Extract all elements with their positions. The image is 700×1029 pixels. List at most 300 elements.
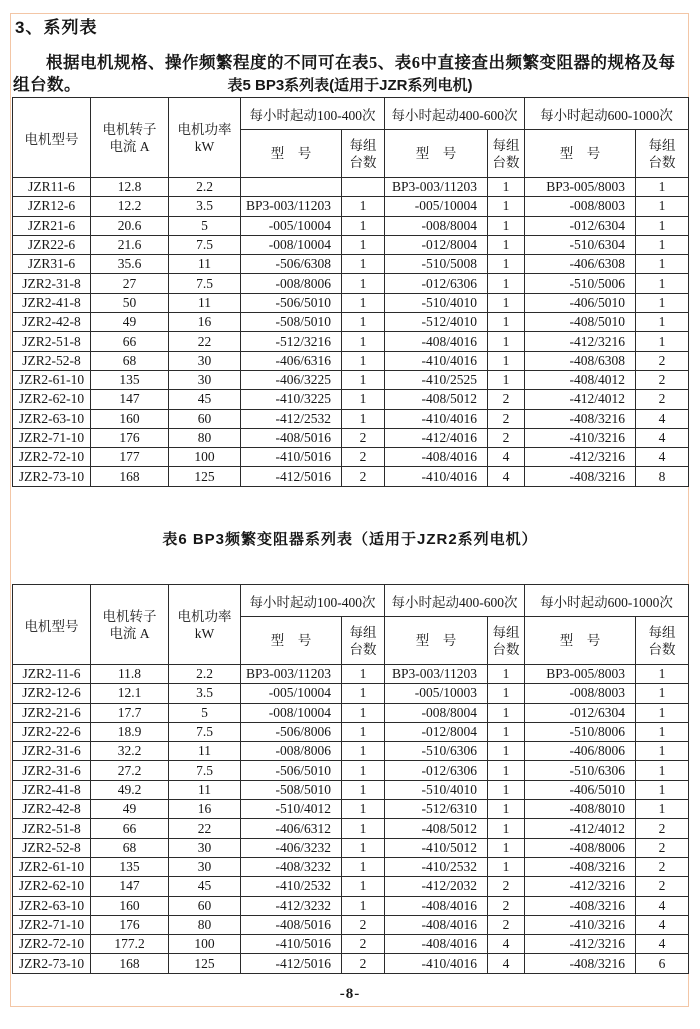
cell: 1: [488, 857, 525, 876]
table-row: [13, 857, 689, 876]
cell: -410/5012: [385, 838, 488, 857]
cell: 1: [488, 780, 525, 799]
cell: 1: [342, 665, 385, 684]
col-header-model-2: 型 号: [385, 617, 488, 665]
cell: -510/4012: [241, 800, 342, 819]
cell: -005/10003: [385, 684, 488, 703]
table-row: [13, 351, 689, 370]
cell: 2: [636, 819, 689, 838]
cell: 1: [488, 722, 525, 741]
cell: 1: [636, 216, 689, 235]
cell: 1: [488, 216, 525, 235]
cell: 1: [636, 800, 689, 819]
cell: 1: [342, 838, 385, 857]
cell: 1: [636, 780, 689, 799]
cell: -508/5010: [241, 780, 342, 799]
cell: [342, 178, 385, 197]
col-header-line: 电机转子: [102, 121, 157, 137]
cell: 1: [342, 216, 385, 235]
cell: 1: [342, 742, 385, 761]
cell: 1: [342, 313, 385, 332]
cell: 16: [169, 800, 241, 819]
cell: 18.9: [91, 722, 169, 741]
cell: -008/8006: [241, 274, 342, 293]
cell: 1: [488, 178, 525, 197]
col-header-line: 电机转子: [102, 608, 157, 624]
cell: JZR2-31-6: [13, 742, 91, 761]
cell: -410/3216: [525, 428, 636, 447]
cell: 4: [636, 896, 689, 915]
cell: 4: [488, 448, 525, 467]
table-row: [13, 274, 689, 293]
col-header-motor-power: [169, 98, 241, 178]
table-row: [13, 954, 689, 973]
cell: JZR2-71-10: [13, 915, 91, 934]
cell: JZR2-42-8: [13, 313, 91, 332]
cell: -506/6308: [241, 255, 342, 274]
table-row: [13, 800, 689, 819]
col-header-qty-3: [636, 617, 689, 665]
table-row: [13, 216, 689, 235]
cell: 1: [342, 235, 385, 254]
table5: [12, 97, 689, 487]
cell: 60: [169, 409, 241, 428]
cell: 30: [169, 857, 241, 876]
cell: 30: [169, 351, 241, 370]
col-header-motor-power: [169, 585, 241, 665]
cell: BP3-003/11203: [385, 665, 488, 684]
cell: -408/3216: [525, 896, 636, 915]
cell: -510/4010: [385, 780, 488, 799]
col-header-qty-2: [488, 130, 525, 178]
col-header-line: kW: [194, 138, 215, 154]
cell: -506/8006: [241, 722, 342, 741]
cell: 1: [636, 197, 689, 216]
cell: 1: [488, 684, 525, 703]
section-heading: 3、系列表: [15, 18, 98, 37]
cell: JZR2-42-8: [13, 800, 91, 819]
cell: 1: [342, 703, 385, 722]
cell: 2: [488, 896, 525, 915]
cell: 1: [342, 877, 385, 896]
cell: JZR2-61-10: [13, 370, 91, 389]
cell: -406/6312: [241, 819, 342, 838]
cell: 177: [91, 448, 169, 467]
col-header-line: 台数: [349, 154, 377, 170]
cell: -412/3232: [241, 896, 342, 915]
cell: JZR2-51-8: [13, 819, 91, 838]
cell: 1: [488, 703, 525, 722]
table-row: [13, 178, 689, 197]
cell: 4: [636, 935, 689, 954]
cell: -005/10004: [241, 684, 342, 703]
cell: 45: [169, 877, 241, 896]
cell: 1: [636, 703, 689, 722]
cell: 1: [342, 780, 385, 799]
cell: 1: [488, 293, 525, 312]
cell: 1: [636, 178, 689, 197]
cell: -008/8003: [525, 197, 636, 216]
cell: -410/4016: [385, 954, 488, 973]
cell: 11: [169, 255, 241, 274]
col-header-motor-model: 电机型号: [13, 98, 91, 178]
cell: -408/8010: [525, 800, 636, 819]
cell: 2: [342, 467, 385, 486]
cell: 4: [488, 935, 525, 954]
cell: 1: [488, 370, 525, 389]
cell: JZR2-52-8: [13, 351, 91, 370]
cell: -406/6308: [525, 255, 636, 274]
cell: JZR2-72-10: [13, 448, 91, 467]
cell: 1: [488, 197, 525, 216]
cell: 1: [488, 742, 525, 761]
cell: -012/6304: [525, 216, 636, 235]
col-header-line: 台数: [492, 154, 520, 170]
col-header-line: 台数: [648, 154, 676, 170]
cell: JZR2-11-6: [13, 665, 91, 684]
cell: 12.1: [91, 684, 169, 703]
cell: -508/5010: [241, 313, 342, 332]
cell: 4: [636, 448, 689, 467]
table-row: [13, 722, 689, 741]
cell: 1: [488, 235, 525, 254]
table-row: [13, 293, 689, 312]
cell: -410/3216: [525, 915, 636, 934]
cell: -412/4012: [525, 819, 636, 838]
cell: 168: [91, 467, 169, 486]
cell: 7.5: [169, 274, 241, 293]
cell: -406/6316: [241, 351, 342, 370]
cell: JZR2-73-10: [13, 467, 91, 486]
cell: 11: [169, 742, 241, 761]
col-header-model-2: 型 号: [385, 130, 488, 178]
table6-caption: 表6 BP3频繁变阻器系列表（适用于JZR2系列电机）: [162, 531, 538, 548]
cell: 8: [636, 467, 689, 486]
cell: -512/4010: [385, 313, 488, 332]
col-header-line: 电流 A: [109, 625, 150, 641]
cell: -412/3216: [525, 935, 636, 954]
cell: 160: [91, 896, 169, 915]
cell: 1: [488, 332, 525, 351]
col-header-model-3: 型 号: [525, 617, 636, 665]
cell: -408/5016: [241, 915, 342, 934]
cell: -510/4010: [385, 293, 488, 312]
cell: -510/5006: [525, 274, 636, 293]
cell: 1: [636, 274, 689, 293]
cell: 2.2: [169, 178, 241, 197]
cell: 1: [342, 370, 385, 389]
cell: 1: [342, 293, 385, 312]
cell: 1: [342, 896, 385, 915]
cell: JZR2-12-6: [13, 684, 91, 703]
table-row: [13, 915, 689, 934]
cell: 2: [488, 877, 525, 896]
cell: JZR2-62-10: [13, 390, 91, 409]
cell: 11: [169, 293, 241, 312]
table-row: [13, 877, 689, 896]
cell: 4: [488, 467, 525, 486]
table-row: [13, 896, 689, 915]
cell: -510/6304: [525, 235, 636, 254]
cell: -410/5016: [241, 935, 342, 954]
cell: 125: [169, 954, 241, 973]
cell: 12.8: [91, 178, 169, 197]
cell: JZR2-21-6: [13, 703, 91, 722]
col-header-line: 每组: [349, 624, 377, 640]
cell: -008/8006: [241, 742, 342, 761]
cell: -412/3216: [525, 332, 636, 351]
cell: -408/4016: [385, 332, 488, 351]
col-header-qty-1: [342, 617, 385, 665]
cell: -510/6306: [385, 742, 488, 761]
cell: JZR2-22-6: [13, 722, 91, 741]
cell: 7.5: [169, 761, 241, 780]
cell: -406/5010: [525, 780, 636, 799]
cell: -408/3216: [525, 467, 636, 486]
cell: 21.6: [91, 235, 169, 254]
cell: 5: [169, 703, 241, 722]
col-header-line: 每组: [492, 624, 520, 640]
cell: 2.2: [169, 665, 241, 684]
cell: 2: [342, 935, 385, 954]
cell: 1: [488, 665, 525, 684]
cell: -412/4016: [385, 428, 488, 447]
cell: 30: [169, 370, 241, 389]
cell: 1: [342, 800, 385, 819]
cell: 30: [169, 838, 241, 857]
cell: 176: [91, 428, 169, 447]
cell: 147: [91, 390, 169, 409]
cell: -408/4016: [385, 448, 488, 467]
cell: 1: [342, 409, 385, 428]
cell: -408/4012: [525, 370, 636, 389]
col-header-line: 每组: [349, 137, 377, 153]
cell: 1: [342, 332, 385, 351]
cell: -412/2032: [385, 877, 488, 896]
cell: 1: [488, 838, 525, 857]
cell: 2: [636, 390, 689, 409]
cell: BP3-005/8003: [525, 178, 636, 197]
cell: -408/5012: [385, 390, 488, 409]
cell: 80: [169, 428, 241, 447]
cell: [241, 178, 342, 197]
col-header-model-3: 型 号: [525, 130, 636, 178]
col-header-rotor-current: [91, 585, 169, 665]
table-row: [13, 838, 689, 857]
cell: 16: [169, 313, 241, 332]
cell: -408/3216: [525, 954, 636, 973]
table5-body: [13, 178, 689, 487]
cell: 1: [636, 332, 689, 351]
cell: 22: [169, 819, 241, 838]
col-header-model-1: 型 号: [241, 130, 342, 178]
cell: 1: [342, 197, 385, 216]
cell: 1: [636, 235, 689, 254]
cell: 49: [91, 313, 169, 332]
cell: JZR2-41-8: [13, 780, 91, 799]
cell: 1: [636, 742, 689, 761]
table-row: [13, 197, 689, 216]
cell: JZR2-62-10: [13, 877, 91, 896]
cell: BP3-003/11203: [241, 665, 342, 684]
cell: 1: [342, 351, 385, 370]
table-row: [13, 761, 689, 780]
col-header-line: kW: [194, 625, 215, 641]
table-header-row: [13, 585, 689, 617]
cell: 1: [342, 255, 385, 274]
table-row: [13, 467, 689, 486]
col-header-line: 每组: [492, 137, 520, 153]
table-row: [13, 819, 689, 838]
cell: JZR2-31-8: [13, 274, 91, 293]
cell: 2: [636, 857, 689, 876]
cell: -012/6306: [385, 761, 488, 780]
cell: 50: [91, 293, 169, 312]
cell: 1: [636, 293, 689, 312]
cell: JZR31-6: [13, 255, 91, 274]
cell: JZR11-6: [13, 178, 91, 197]
cell: 32.2: [91, 742, 169, 761]
cell: 1: [342, 761, 385, 780]
cell: 80: [169, 915, 241, 934]
table-row: [13, 313, 689, 332]
cell: -408/6308: [525, 351, 636, 370]
cell: -410/2532: [385, 857, 488, 876]
cell: 17.7: [91, 703, 169, 722]
col-header-qty-1: [342, 130, 385, 178]
cell: 68: [91, 351, 169, 370]
cell: JZR12-6: [13, 197, 91, 216]
table-row: [13, 390, 689, 409]
cell: 1: [342, 390, 385, 409]
col-header-start-group-1: 每小时起动100-400次: [241, 585, 385, 617]
cell: 2: [636, 877, 689, 896]
cell: 45: [169, 390, 241, 409]
cell: -008/10004: [241, 703, 342, 722]
cell: -410/4016: [385, 409, 488, 428]
cell: 49.2: [91, 780, 169, 799]
cell: -408/5012: [385, 819, 488, 838]
cell: JZR2-51-8: [13, 332, 91, 351]
cell: -412/5016: [241, 954, 342, 973]
cell: 1: [636, 722, 689, 741]
table-row: [13, 332, 689, 351]
cell: 100: [169, 935, 241, 954]
col-header-line: 电机功率: [177, 608, 232, 624]
cell: 1: [488, 800, 525, 819]
col-header-motor-model: 电机型号: [13, 585, 91, 665]
col-header-qty-3: [636, 130, 689, 178]
cell: -008/8004: [385, 216, 488, 235]
cell: 1: [636, 761, 689, 780]
cell: -406/5010: [525, 293, 636, 312]
cell: -412/5016: [241, 467, 342, 486]
cell: JZR2-71-10: [13, 428, 91, 447]
cell: -412/3216: [525, 448, 636, 467]
col-header-line: 每组: [648, 624, 676, 640]
cell: -408/5016: [241, 428, 342, 447]
cell: 4: [636, 915, 689, 934]
cell: 4: [636, 409, 689, 428]
cell: 12.2: [91, 197, 169, 216]
cell: 2: [488, 409, 525, 428]
cell: 176: [91, 915, 169, 934]
cell: JZR2-31-6: [13, 761, 91, 780]
cell: -406/3225: [241, 370, 342, 389]
cell: 147: [91, 877, 169, 896]
cell: -406/3232: [241, 838, 342, 857]
table6-body: [13, 665, 689, 974]
cell: -410/3225: [241, 390, 342, 409]
col-header-line: 台数: [492, 641, 520, 657]
cell: 1: [636, 255, 689, 274]
cell: 2: [342, 954, 385, 973]
cell: 6: [636, 954, 689, 973]
cell: 1: [488, 351, 525, 370]
cell: -510/5008: [385, 255, 488, 274]
cell: 1: [636, 684, 689, 703]
table-row: [13, 665, 689, 684]
cell: -005/10004: [385, 197, 488, 216]
cell: 3.5: [169, 684, 241, 703]
cell: 1: [636, 313, 689, 332]
table-row: [13, 428, 689, 447]
cell: BP3-005/8003: [525, 665, 636, 684]
col-header-start-group-3: 每小时起动600-1000次: [525, 585, 689, 617]
cell: 1: [488, 761, 525, 780]
cell: 2: [342, 448, 385, 467]
cell: 2: [636, 370, 689, 389]
cell: 11: [169, 780, 241, 799]
cell: 135: [91, 370, 169, 389]
col-header-start-group-2: 每小时起动400-600次: [385, 98, 525, 130]
cell: 2: [342, 915, 385, 934]
cell: 1: [342, 722, 385, 741]
cell: 20.6: [91, 216, 169, 235]
table-row: [13, 742, 689, 761]
cell: JZR2-63-10: [13, 896, 91, 915]
cell: -408/8006: [525, 838, 636, 857]
cell: -412/4012: [525, 390, 636, 409]
cell: JZR2-41-8: [13, 293, 91, 312]
cell: -008/8004: [385, 703, 488, 722]
table5-caption: 表5 BP3系列表(适用于JZR系列电机): [227, 77, 473, 94]
cell: BP3-003/11203: [385, 178, 488, 197]
cell: -412/2532: [241, 409, 342, 428]
cell: 177.2: [91, 935, 169, 954]
cell: 66: [91, 819, 169, 838]
cell: 1: [488, 819, 525, 838]
cell: 27: [91, 274, 169, 293]
cell: 3.5: [169, 197, 241, 216]
cell: -012/8004: [385, 722, 488, 741]
col-header-start-group-3: 每小时起动600-1000次: [525, 98, 689, 130]
cell: -410/4016: [385, 351, 488, 370]
cell: 1: [636, 665, 689, 684]
cell: 5: [169, 216, 241, 235]
table-header-row: [13, 98, 689, 130]
cell: -005/10004: [241, 216, 342, 235]
cell: -408/4016: [385, 915, 488, 934]
cell: 66: [91, 332, 169, 351]
cell: -512/6310: [385, 800, 488, 819]
cell: -510/8006: [525, 722, 636, 741]
cell: BP3-003/11203: [241, 197, 342, 216]
cell: 168: [91, 954, 169, 973]
cell: -008/10004: [241, 235, 342, 254]
table-row: [13, 780, 689, 799]
cell: 135: [91, 857, 169, 876]
